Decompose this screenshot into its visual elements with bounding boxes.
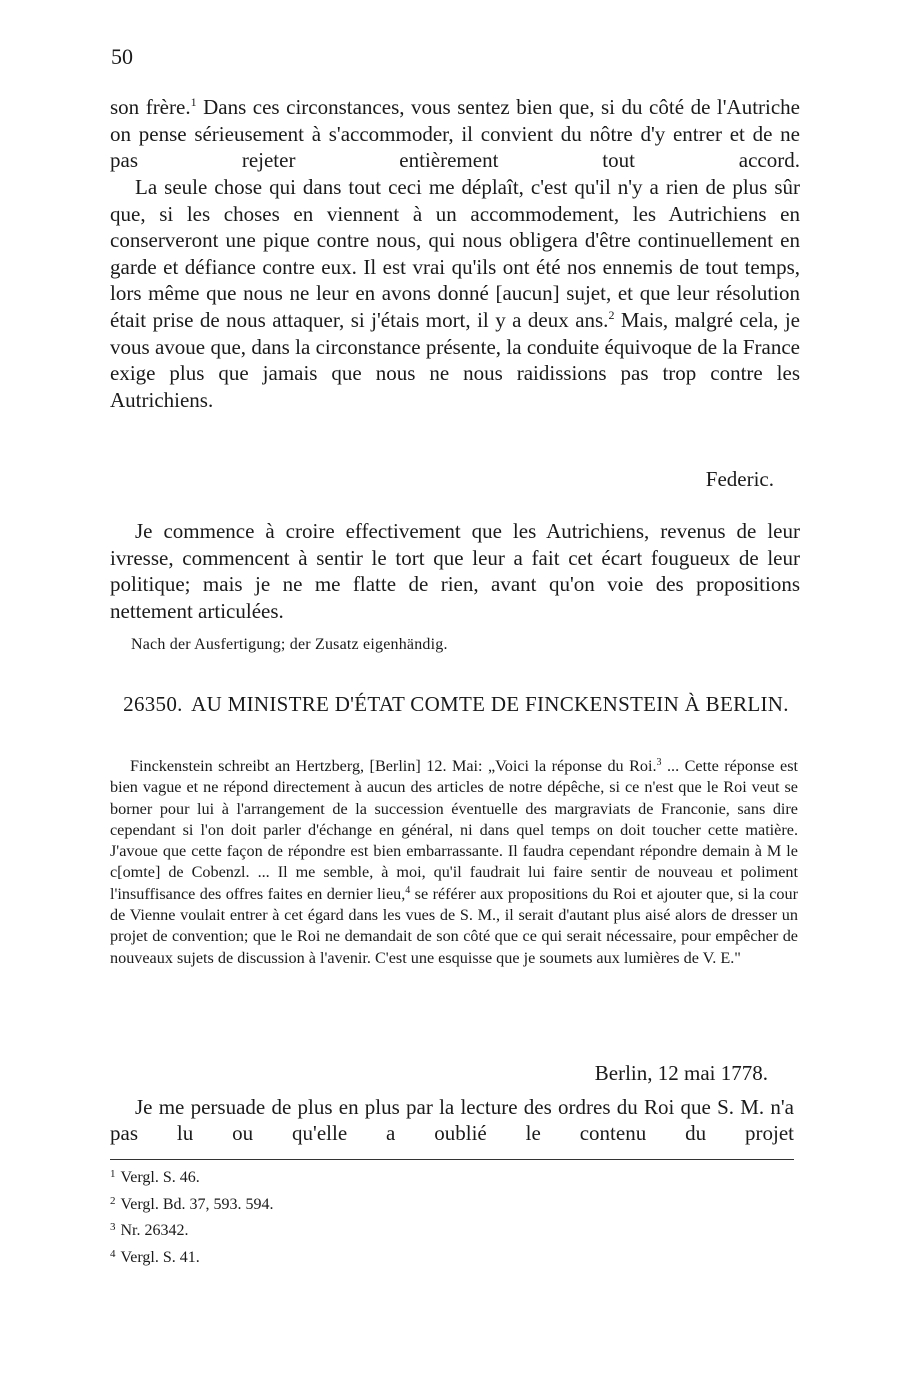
footnote-text: Vergl. S. 41. [120, 1248, 200, 1266]
footnotes [110, 1163, 274, 1269]
paragraph-text: La seule chose qui dans tout ceci me déplaît, c'est qu'il n'y a rien de plus sûr que, si les choses en viennent à un accommodement, les Autrichiens en conserveront une pique contre nous, qui nous obligera d'être continuellement en garde et défiance contre eux. Il est vrai qu'ils ont été nos ennemis de tout temps, lors même que nous ne leur en avons donné [aucun] sujet, et que leur résolution était prise de nous attaquer, si j'étais mort, il y a deux ans. [110, 175, 800, 332]
footnote-ref-4[interactable]: 4 [405, 884, 411, 896]
footnote-ref-3[interactable]: 3 [656, 757, 662, 768]
letter-paragraph-2 [110, 174, 800, 413]
intro-text: se référer aux propositions du Roi et ajouter que, si la cour de Vienne voulait entrer à cet égard dans les vues de S. M., il serait d'autant plus aisé alors de dresser un projet de convention; que le Roi ne demandait de son côté que ce qui serait nécessaire, pour empêcher de nouveaux sujets de discussion à l'avenir. C'est une esquisse que je soumets aux lumières de V. E." [110, 884, 798, 967]
footnote [110, 1243, 274, 1270]
footnote [110, 1190, 274, 1217]
document-heading [110, 692, 802, 717]
letter-paragraph-1 [110, 94, 800, 174]
paragraph-text: son frère. [110, 95, 191, 119]
footnote [110, 1216, 274, 1243]
postscript-text: Je commence à croire effectivement que les Autrichiens, revenus de leur ivresse, commencent à sentir le tort que leur a fait cet écart fougueux de leur politique; mais je ne me flatte de rien, avant qu'on voie des propositions nettement articulées. [110, 519, 800, 623]
intro-text: Finckenstein schreibt an Hertzberg, [Berlin] 12. Mai: „Voici la réponse du Roi. [130, 757, 657, 775]
footnote-text: Vergl. S. 46. [120, 1169, 200, 1186]
footnote [110, 1163, 274, 1190]
intro-text: ... Cette réponse est bien vague et ne répond directement à aucun des articles de notre dépêche, si ce n'est que le Roi veut se borner pour lui à l'arrangement de la succession éventuelle des margraviats de Franconie, sans dire cependant si l'on doit parler d'échange en général, ni dans quel temps on doit toucher cette matière. J'avoue que cette façon de répondre est bien embarrassante. Il faudra cependant répondre demain à M le c[omte] de Cobenzl. ... Il me semble, à moi, qu'il faudrait lui faire sentir de nouveau et poliment l'insuffisance des offres faites en dernier lieu, [110, 757, 798, 903]
dateline: Berlin, 12 mai 1778. [594, 1061, 768, 1085]
footnote-mark: 4 [110, 1247, 116, 1260]
footnote-mark: 1 [110, 1168, 116, 1180]
paragraph-text: Dans ces circonstances, vous sentez bien que, si du côté de l'Autriche on pense sérieusement à s'accommoder, il convient du nôtre d'y entrer et de ne pas rejeter entièrement tout accord. [110, 95, 801, 173]
footnote-text: Nr. 26342. [120, 1222, 189, 1239]
footnote-ref-1[interactable]: 1 [190, 95, 197, 109]
signature: Federic. [705, 467, 774, 491]
paragraph-text: Mais, malgré cela, je vous avoue que, dans la circonstance présente, la conduite équivoque de la France exige plus que jamais que nous ne nous raidissions pas trop contre les Autrichiens. [110, 307, 800, 412]
footnote-ref-2[interactable]: 2 [608, 307, 615, 322]
footnote-mark: 2 [110, 1194, 116, 1207]
footnote-divider [110, 1159, 794, 1160]
page-number: 50 [111, 44, 133, 69]
document-number: 26350. [123, 692, 183, 716]
document-body [110, 1094, 794, 1146]
document-title: AU MINISTRE D'ÉTAT COMTE DE FINCKENSTEIN À BERLIN. [191, 692, 789, 716]
body-text: Je me persuade de plus en plus par la lecture des ordres du Roi que S. M. n'a pas lu ou qu'elle a oublié le contenu du projet [110, 1095, 794, 1145]
footnote-text: Vergl. Bd. 37, 593. 594. [120, 1195, 274, 1213]
footnote-mark: 3 [110, 1221, 116, 1233]
postscript [110, 518, 800, 624]
document-intro [110, 756, 798, 969]
source-note: Nach der Ausfertigung; der Zusatz eigenhändig. [131, 636, 448, 653]
